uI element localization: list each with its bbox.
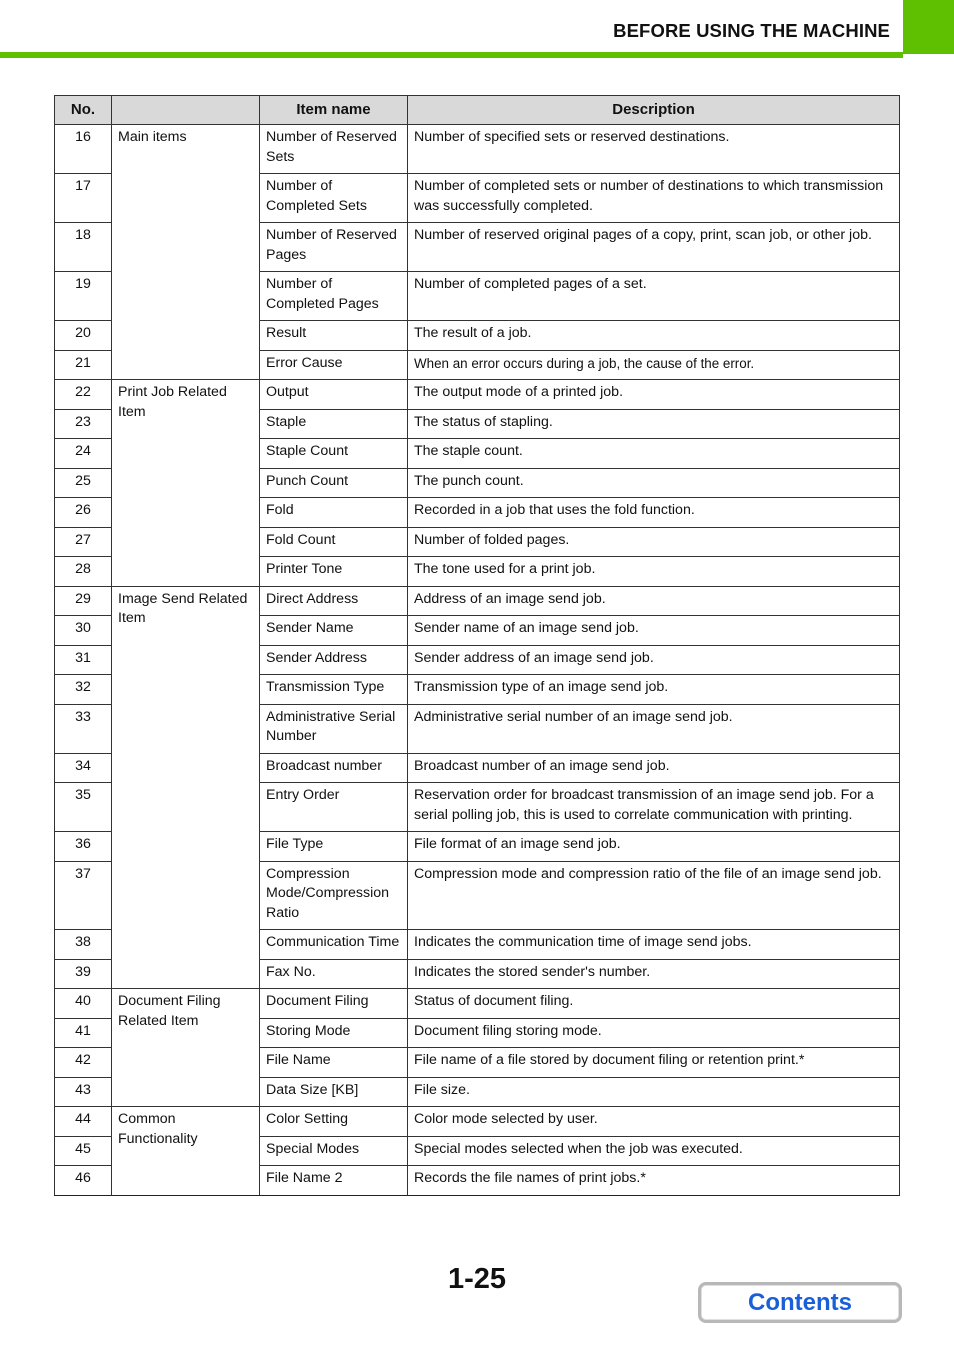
table-row [55,380,900,410]
cell-item-name: Fax No. [260,959,408,989]
table-body [55,125,900,1196]
cell-item-name: Entry Order [260,783,408,832]
cell-no: 33 [55,704,112,753]
cell-no: 43 [55,1077,112,1107]
cell-item-name: Sender Address [260,645,408,675]
cell-description: File size. [408,1077,900,1107]
cell-description: The staple count. [408,439,900,469]
table-header-row [55,96,900,125]
table-row [55,586,900,616]
cell-no: 18 [55,223,112,272]
cell-no: 26 [55,498,112,528]
cell-description: Administrative serial number of an image send job. [408,704,900,753]
cell-description: Indicates the stored sender's number. [408,959,900,989]
cell-no: 34 [55,753,112,783]
cell-item-name: Result [260,321,408,351]
cell-item-name: Error Cause [260,350,408,380]
cell-no: 19 [55,272,112,321]
cell-item-name: Storing Mode [260,1018,408,1048]
cell-description: The status of stapling. [408,409,900,439]
cell-item-name: File Type [260,832,408,862]
cell-item-name: Number of Completed Sets [260,174,408,223]
cell-item-name: Number of Reserved Sets [260,125,408,174]
cell-no: 31 [55,645,112,675]
cell-no: 45 [55,1136,112,1166]
cell-description: File format of an image send job. [408,832,900,862]
cell-no: 46 [55,1166,112,1196]
cell-description: The tone used for a print job. [408,557,900,587]
cell-description: Broadcast number of an image send job. [408,753,900,783]
cell-item-name: Special Modes [260,1136,408,1166]
cell-description: Transmission type of an image send job. [408,675,900,705]
cell-no: 35 [55,783,112,832]
section-title: BEFORE USING THE MACHINE [613,20,890,41]
cell-item-name: Number of Completed Pages [260,272,408,321]
cell-description: Number of completed sets or number of destinations to which transmission was successfully completed. [408,174,900,223]
header-item-name: Item name [260,96,408,125]
cell-item-name: Color Setting [260,1107,408,1137]
cell-no: 37 [55,861,112,930]
cell-description: Color mode selected by user. [408,1107,900,1137]
log-items-table [54,95,900,1196]
cell-item-name: Document Filing [260,989,408,1019]
cell-no: 40 [55,989,112,1019]
header-rule [0,52,903,58]
cell-description: Records the file names of print jobs.* [408,1166,900,1196]
cell-no: 16 [55,125,112,174]
cell-item-name: Sender Name [260,616,408,646]
cell-no: 23 [55,409,112,439]
cell-no: 39 [55,959,112,989]
cell-group: Print Job Related Item [112,380,260,587]
header-description: Description [408,96,900,125]
cell-item-name: Fold Count [260,527,408,557]
cell-description: Recorded in a job that uses the fold function. [408,498,900,528]
cell-description: The output mode of a printed job. [408,380,900,410]
cell-description: Address of an image send job. [408,586,900,616]
cell-item-name: Communication Time [260,930,408,960]
contents-button[interactable]: Contents [698,1282,902,1323]
cell-no: 20 [55,321,112,351]
cell-item-name: Transmission Type [260,675,408,705]
table-row [55,1107,900,1137]
cell-description: Document filing storing mode. [408,1018,900,1048]
cell-description: Special modes selected when the job was executed. [408,1136,900,1166]
cell-item-name: Direct Address [260,586,408,616]
cell-item-name: Data Size [KB] [260,1077,408,1107]
header-no: No. [55,96,112,125]
cell-description: Status of document filing. [408,989,900,1019]
cell-description: Number of reserved original pages of a copy, print, scan job, or other job. [408,223,900,272]
page-number: 1-25 [447,1263,507,1295]
cell-description: The punch count. [408,468,900,498]
cell-no: 24 [55,439,112,469]
header-tab-marker [903,0,954,54]
cell-item-name: Punch Count [260,468,408,498]
cell-description: When an error occurs during a job, the cause of the error. [408,350,900,380]
cell-description: Number of folded pages. [408,527,900,557]
cell-group: Document Filing Related Item [112,989,260,1107]
cell-no: 17 [55,174,112,223]
cell-description: File name of a file stored by document filing or retention print.* [408,1048,900,1078]
cell-no: 22 [55,380,112,410]
cell-item-name: Output [260,380,408,410]
cell-no: 30 [55,616,112,646]
cell-item-name: Broadcast number [260,753,408,783]
cell-item-name: Compression Mode/Compression Ratio [260,861,408,930]
cell-no: 28 [55,557,112,587]
cell-description: Indicates the communication time of image send jobs. [408,930,900,960]
cell-description: Reservation order for broadcast transmission of an image send job. For a serial polling job, this is used to correlate communication with printing. [408,783,900,832]
cell-group: Common Functionality [112,1107,260,1196]
cell-description: Sender name of an image send job. [408,616,900,646]
cell-description: The result of a job. [408,321,900,351]
cell-no: 29 [55,586,112,616]
cell-item-name: File Name [260,1048,408,1078]
table-row [55,989,900,1019]
cell-item-name: Printer Tone [260,557,408,587]
cell-item-name: Staple [260,409,408,439]
cell-item-name: Staple Count [260,439,408,469]
header-group [112,96,260,125]
cell-no: 38 [55,930,112,960]
cell-no: 36 [55,832,112,862]
cell-group: Image Send Related Item [112,586,260,989]
cell-item-name: Number of Reserved Pages [260,223,408,272]
cell-no: 21 [55,350,112,380]
cell-description: Number of specified sets or reserved destinations. [408,125,900,174]
cell-group: Main items [112,125,260,380]
cell-no: 27 [55,527,112,557]
cell-item-name: Fold [260,498,408,528]
cell-item-name: File Name 2 [260,1166,408,1196]
cell-description: Number of completed pages of a set. [408,272,900,321]
cell-item-name: Administrative Serial Number [260,704,408,753]
cell-no: 41 [55,1018,112,1048]
table-row [55,125,900,174]
cell-description: Compression mode and compression ratio of the file of an image send job. [408,861,900,930]
cell-no: 32 [55,675,112,705]
cell-no: 42 [55,1048,112,1078]
cell-description: Sender address of an image send job. [408,645,900,675]
cell-no: 25 [55,468,112,498]
cell-no: 44 [55,1107,112,1137]
